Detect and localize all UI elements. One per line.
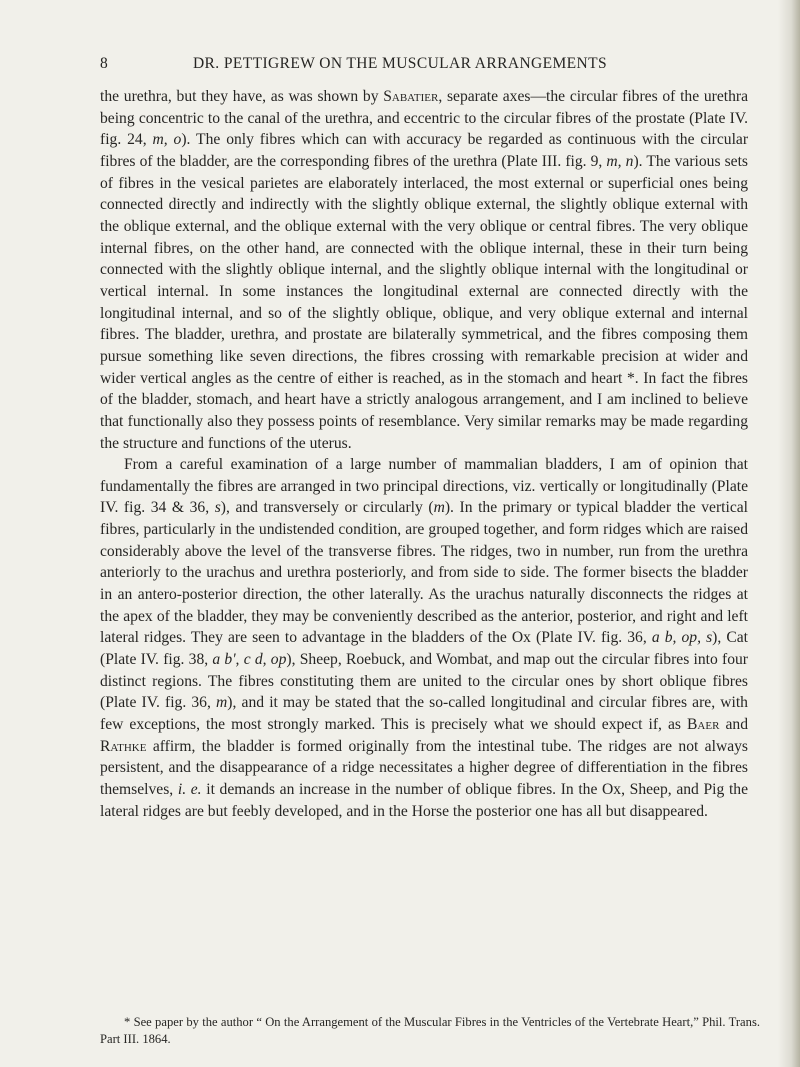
figure-label: m [433,499,445,517]
figure-label: a b, op, s [651,629,713,647]
page-header [0,55,800,79]
footnote-text: * See paper by the author “ On the Arrangement of the Muscular Fibres in the Ventricles of the Vertebrate Heart,” Phil. Trans. Part III. 1864. [100,1015,760,1046]
author-name-sabatier: Sabatier [383,88,439,105]
figure-label: s [214,499,221,517]
body-text [100,86,748,822]
paragraph-1: the urethra, but they have, as was shown by Sabatier, separate axes—the circular fibres of the urethra being concentric to the canal of the urethra, and eccentric to the circular fibres of the prostate (Plate IV. fig. 24, m, o). The only fibres which can with accuracy be regarded as continuous with the circular fibres of the bladder, are the corresponding fibres of the urethra (Plate III. fig. 9, m, n). The various sets of fibres in the vesical parietes are elaborately interlaced, the most external or superficial ones being connected directly and indirectly with the slightly oblique external, the slightly oblique external with the oblique external, and the oblique external with the very oblique or central fibres. The very oblique internal fibres, on the other hand, are connected with the oblique internal, these in their turn being connected with the slightly oblique internal, and the slightly oblique internal with the longitudinal or vertical internal. In some instances the longitudinal external are connected directly with the longitudinal internal, and so of the slightly oblique, oblique, and very oblique external and internal fibres. The bladder, urethra, and prostate are bilaterally symmetrical, and the fibres composing them pursue something like seven directions, the fibres crossing with remarkable precision at wider and wider vertical angles as the centre of either is reached, as in the stomach and heart *. In fact the fibres of the bladder, stomach, and heart have a strictly analogous arrangement, and I am inclined to believe that functionally also they possess points of resemblance. Very similar remarks may be made regarding the structure and functions of the uterus. [100,88,749,452]
author-name-rathke: Rathke [100,737,147,755]
figure-label: a b', c d, op [212,651,287,669]
figure-label: m, n [606,152,634,170]
figure-label: m, o [152,131,182,149]
page-number: 8 [100,55,109,72]
author-name-baer: Baer [687,716,720,734]
footnote [100,1014,760,1048]
page-edge-shadow [778,0,800,1067]
running-title: DR. PETTIGREW ON THE MUSCULAR ARRANGEMENTS [192,55,608,72]
figure-label: m [216,694,228,712]
abbreviation: i. e. [177,781,202,798]
paragraph-2: From a careful examination of a large number of mammalian bladders, I am of opinion that fundamentally the fibres are arranged in two principal directions, viz. vertically or longitudinally (Plate IV. fig. 34 & 36, s), and transversely or circularly (m). In the primary or typical bladder the vertical fibres, particularly in the undistended condition, are grouped together, and form ridges which are raised considerably above the level of the transverse fibres. The ridges, two in number, run from the urethra anteriorly to the urachus and urethra posteriorly, and from side to side. The former bisects the bladder in an antero-posterior direction, the other laterally. As the urachus naturally disconnects the ridges at the apex of the bladder, they may be conveniently described as the anterior, posterior, and right and left lateral ridges. They are seen to advantage in the bladders of the Ox (Plate IV. fig. 36, a b, op, s), Cat (Plate IV. fig. 38, a b', c d, op), Sheep, Roebuck, and Wombat, and map out the circular fibres into four distinct regions. The fibres constituting them are united to the circular ones by short oblique fibres (Plate IV. fig. 36, m), and it may be stated that the so-called longitudinal and circular fibres are, with few exceptions, the most strongly marked. This is precisely what we should expect if, as Baer and Rathke affirm, the bladder is formed originally from the intestinal tube. The ridges are not always persistent, and the disappearance of a ridge necessitates a higher degree of differentiation in the fibres themselves, i. e. it demands an increase in the number of oblique fibres. In the Ox, Sheep, and Pig the lateral ridges are but feebly developed, and in the Horse the posterior one has all but disappeared. [100,456,749,820]
